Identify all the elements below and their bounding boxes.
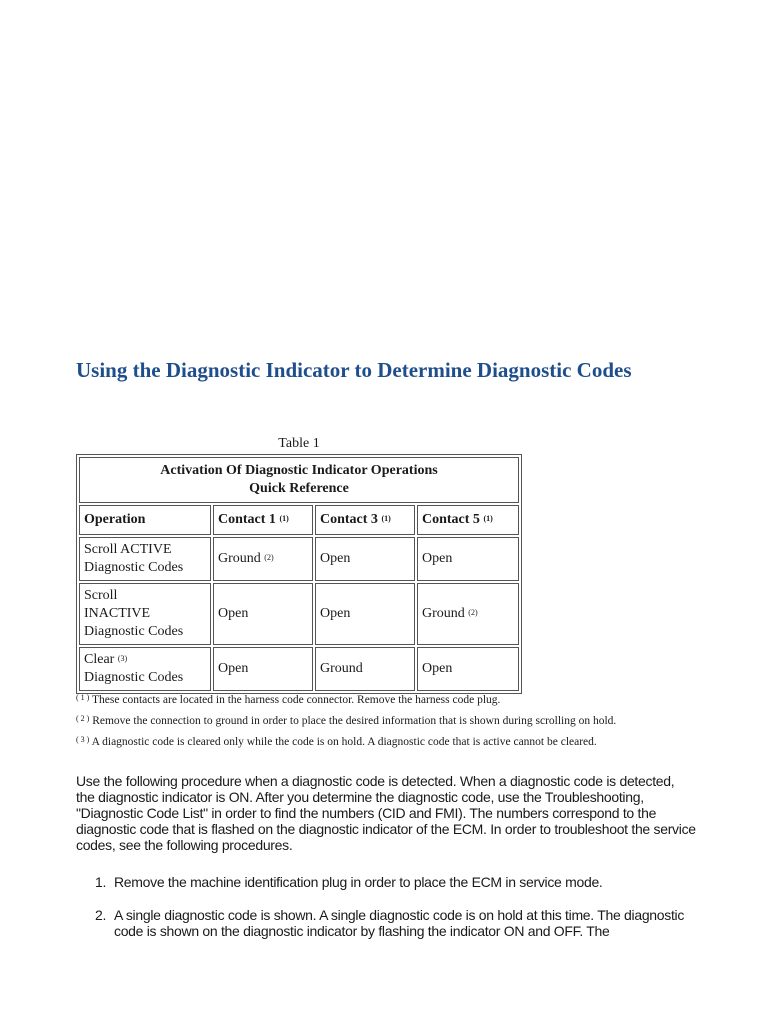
list-item xyxy=(76,907,696,939)
table-row xyxy=(79,583,519,645)
table-title-line1: Activation Of Diagnostic Indicator Operations xyxy=(160,463,438,478)
footnote: $^{( 2 )}$ Remove the connection to ground in order to place the desired information that is shown during scrolling on hold. xyxy=(76,714,617,727)
table-caption: Table 1 xyxy=(278,436,320,451)
step-number: 2. xyxy=(95,907,107,923)
table-title-line2: Quick Reference xyxy=(249,481,349,496)
header-contact-3: Contact 3 $^{(1)}$ xyxy=(315,505,415,535)
header-contact-5: Contact 5 $^{(1)}$ xyxy=(417,505,519,535)
cell-contact-1: Ground $^{(2)}$ xyxy=(213,537,313,581)
step-text: A single diagnostic code is shown. A single diagnostic code is on hold at this time. The diagnostic code is shown on the diagnostic indicator by flashing the indicator ON and OFF. The xyxy=(114,907,685,939)
step-number: 1. xyxy=(95,874,107,890)
quick-reference-table xyxy=(76,454,522,694)
header-operation: Operation xyxy=(79,505,211,535)
cell-operation: Scroll INACTIVE Diagnostic Codes xyxy=(79,583,211,645)
footnote: $^{( 3 )}$ A diagnostic code is cleared only while the code is on hold. A diagnostic code that is active cannot be cleared. xyxy=(76,735,597,748)
cell-operation: Clear $^{(3)}$ Diagnostic Codes xyxy=(79,647,211,691)
cell-contact-5: Ground $^{(2)}$ xyxy=(417,583,519,645)
procedure-intro: Use the following procedure when a diagnostic code is detected. When a diagnostic code is detected, the diagnostic indicator is ON. After you determine the diagnostic code, use the Troubleshooting, "Diagnostic Code List" in order to find the numbers (CID and FMI). The numbers correspond to the diagnostic code that is flashed on the diagnostic indicator of the ECM. In order to troubleshoot the service codes, see the following procedures. xyxy=(76,773,696,853)
list-item xyxy=(76,874,696,890)
cell-contact-3: Open xyxy=(315,583,415,645)
cell-contact-3: Open xyxy=(315,537,415,581)
table-title xyxy=(79,457,519,503)
table-row xyxy=(79,537,519,581)
header-contact-1: Contact 1 $^{(1)}$ xyxy=(213,505,313,535)
table-header-row xyxy=(79,505,519,535)
procedure-steps xyxy=(76,874,696,956)
cell-contact-5: Open xyxy=(417,647,519,691)
cell-operation: Scroll ACTIVE Diagnostic Codes xyxy=(79,537,211,581)
table-row xyxy=(79,647,519,691)
cell-contact-1: Open xyxy=(213,583,313,645)
cell-contact-3: Ground xyxy=(315,647,415,691)
footnote-marker: ( 2 ) xyxy=(76,714,90,723)
footnote-marker: ( 3 ) xyxy=(76,735,90,744)
footnote: $^{( 1 )}$ These contacts are located in the harness code connector. Remove the harness code plug. xyxy=(76,693,501,706)
cell-contact-5: Open xyxy=(417,537,519,581)
step-text: Remove the machine identification plug in order to place the ECM in service mode. xyxy=(114,874,603,890)
page-heading: Using the Diagnostic Indicator to Determine Diagnostic Codes xyxy=(76,358,632,382)
table-footnotes xyxy=(76,694,716,757)
footnote-marker: ( 1 ) xyxy=(76,693,90,702)
cell-contact-1: Open xyxy=(213,647,313,691)
